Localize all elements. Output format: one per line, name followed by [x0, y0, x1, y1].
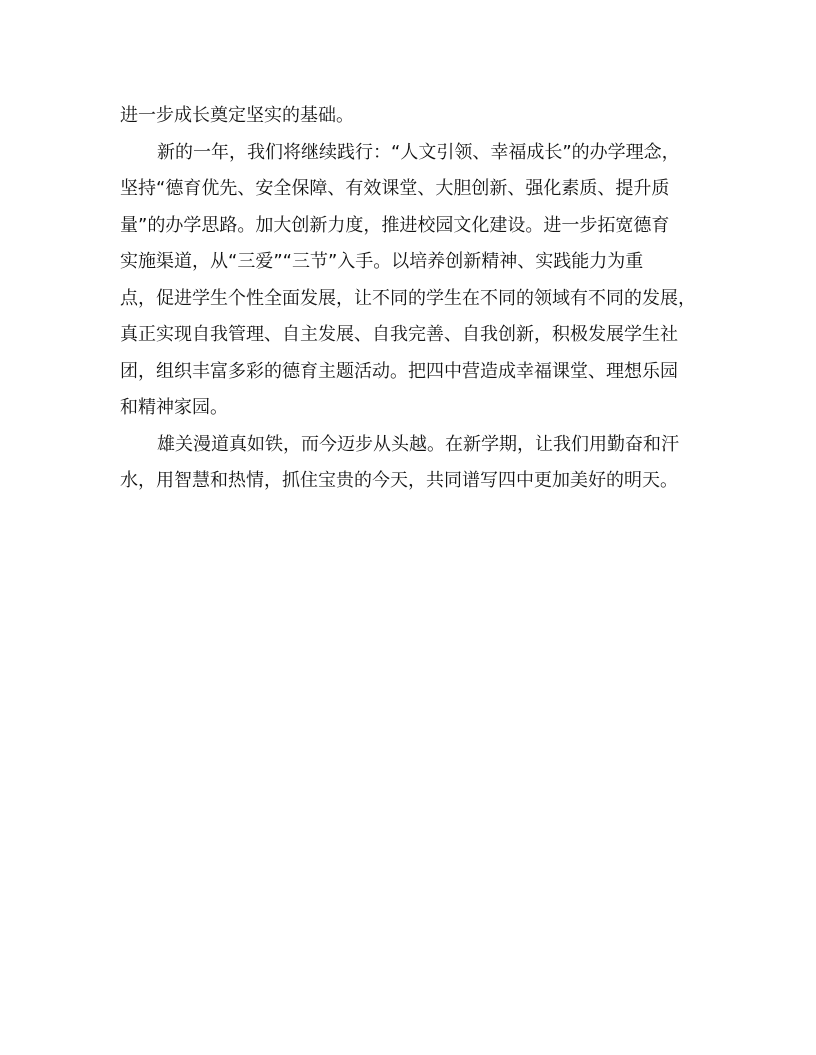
paragraph-line: 雄关漫道真如铁，而今迈步从头越。在新学期，让我们用勤奋和汗: [157, 433, 679, 455]
paragraph-line: 坚持“德育优先、安全保障、有效课堂、大胆创新、强化素质、提升质: [120, 178, 670, 199]
document-body: [120, 98, 700, 500]
paragraph-2: [120, 135, 700, 427]
paragraph-line: 实施渠道，从“三爱”“三节”入手。以培养创新精神、实践能力为重: [120, 251, 644, 272]
paragraph-line: 进一步成长奠定坚实的基础。: [120, 105, 354, 126]
paragraph-line: 量”的办学思路。加大创新力度，推进校园文化建设。进一步拓宽德育: [120, 214, 670, 236]
paragraph-line: 水，用智慧和热情，抓住宝贵的今天，共同谱写四中更加美好的明天。: [120, 470, 678, 491]
paragraph-line: 新的一年，我们将继续践行：“人文引领、幸福成长”的办学理念，: [157, 141, 680, 163]
paragraph-line: 点，促进学生个性全面发展，让不同的学生在不同的领域有不同的发展，: [120, 287, 696, 309]
paragraph-3: [120, 427, 700, 500]
paragraph-line: 和精神家园。: [120, 397, 228, 418]
paragraph-line: 团，组织丰富多彩的德育主题活动。把四中营造成幸福课堂、理想乐园: [120, 360, 678, 382]
paragraph-1: [120, 98, 700, 135]
paragraph-line: 真正实现自我管理、自主发展、自我完善、自我创新，积极发展学生社: [120, 324, 678, 345]
